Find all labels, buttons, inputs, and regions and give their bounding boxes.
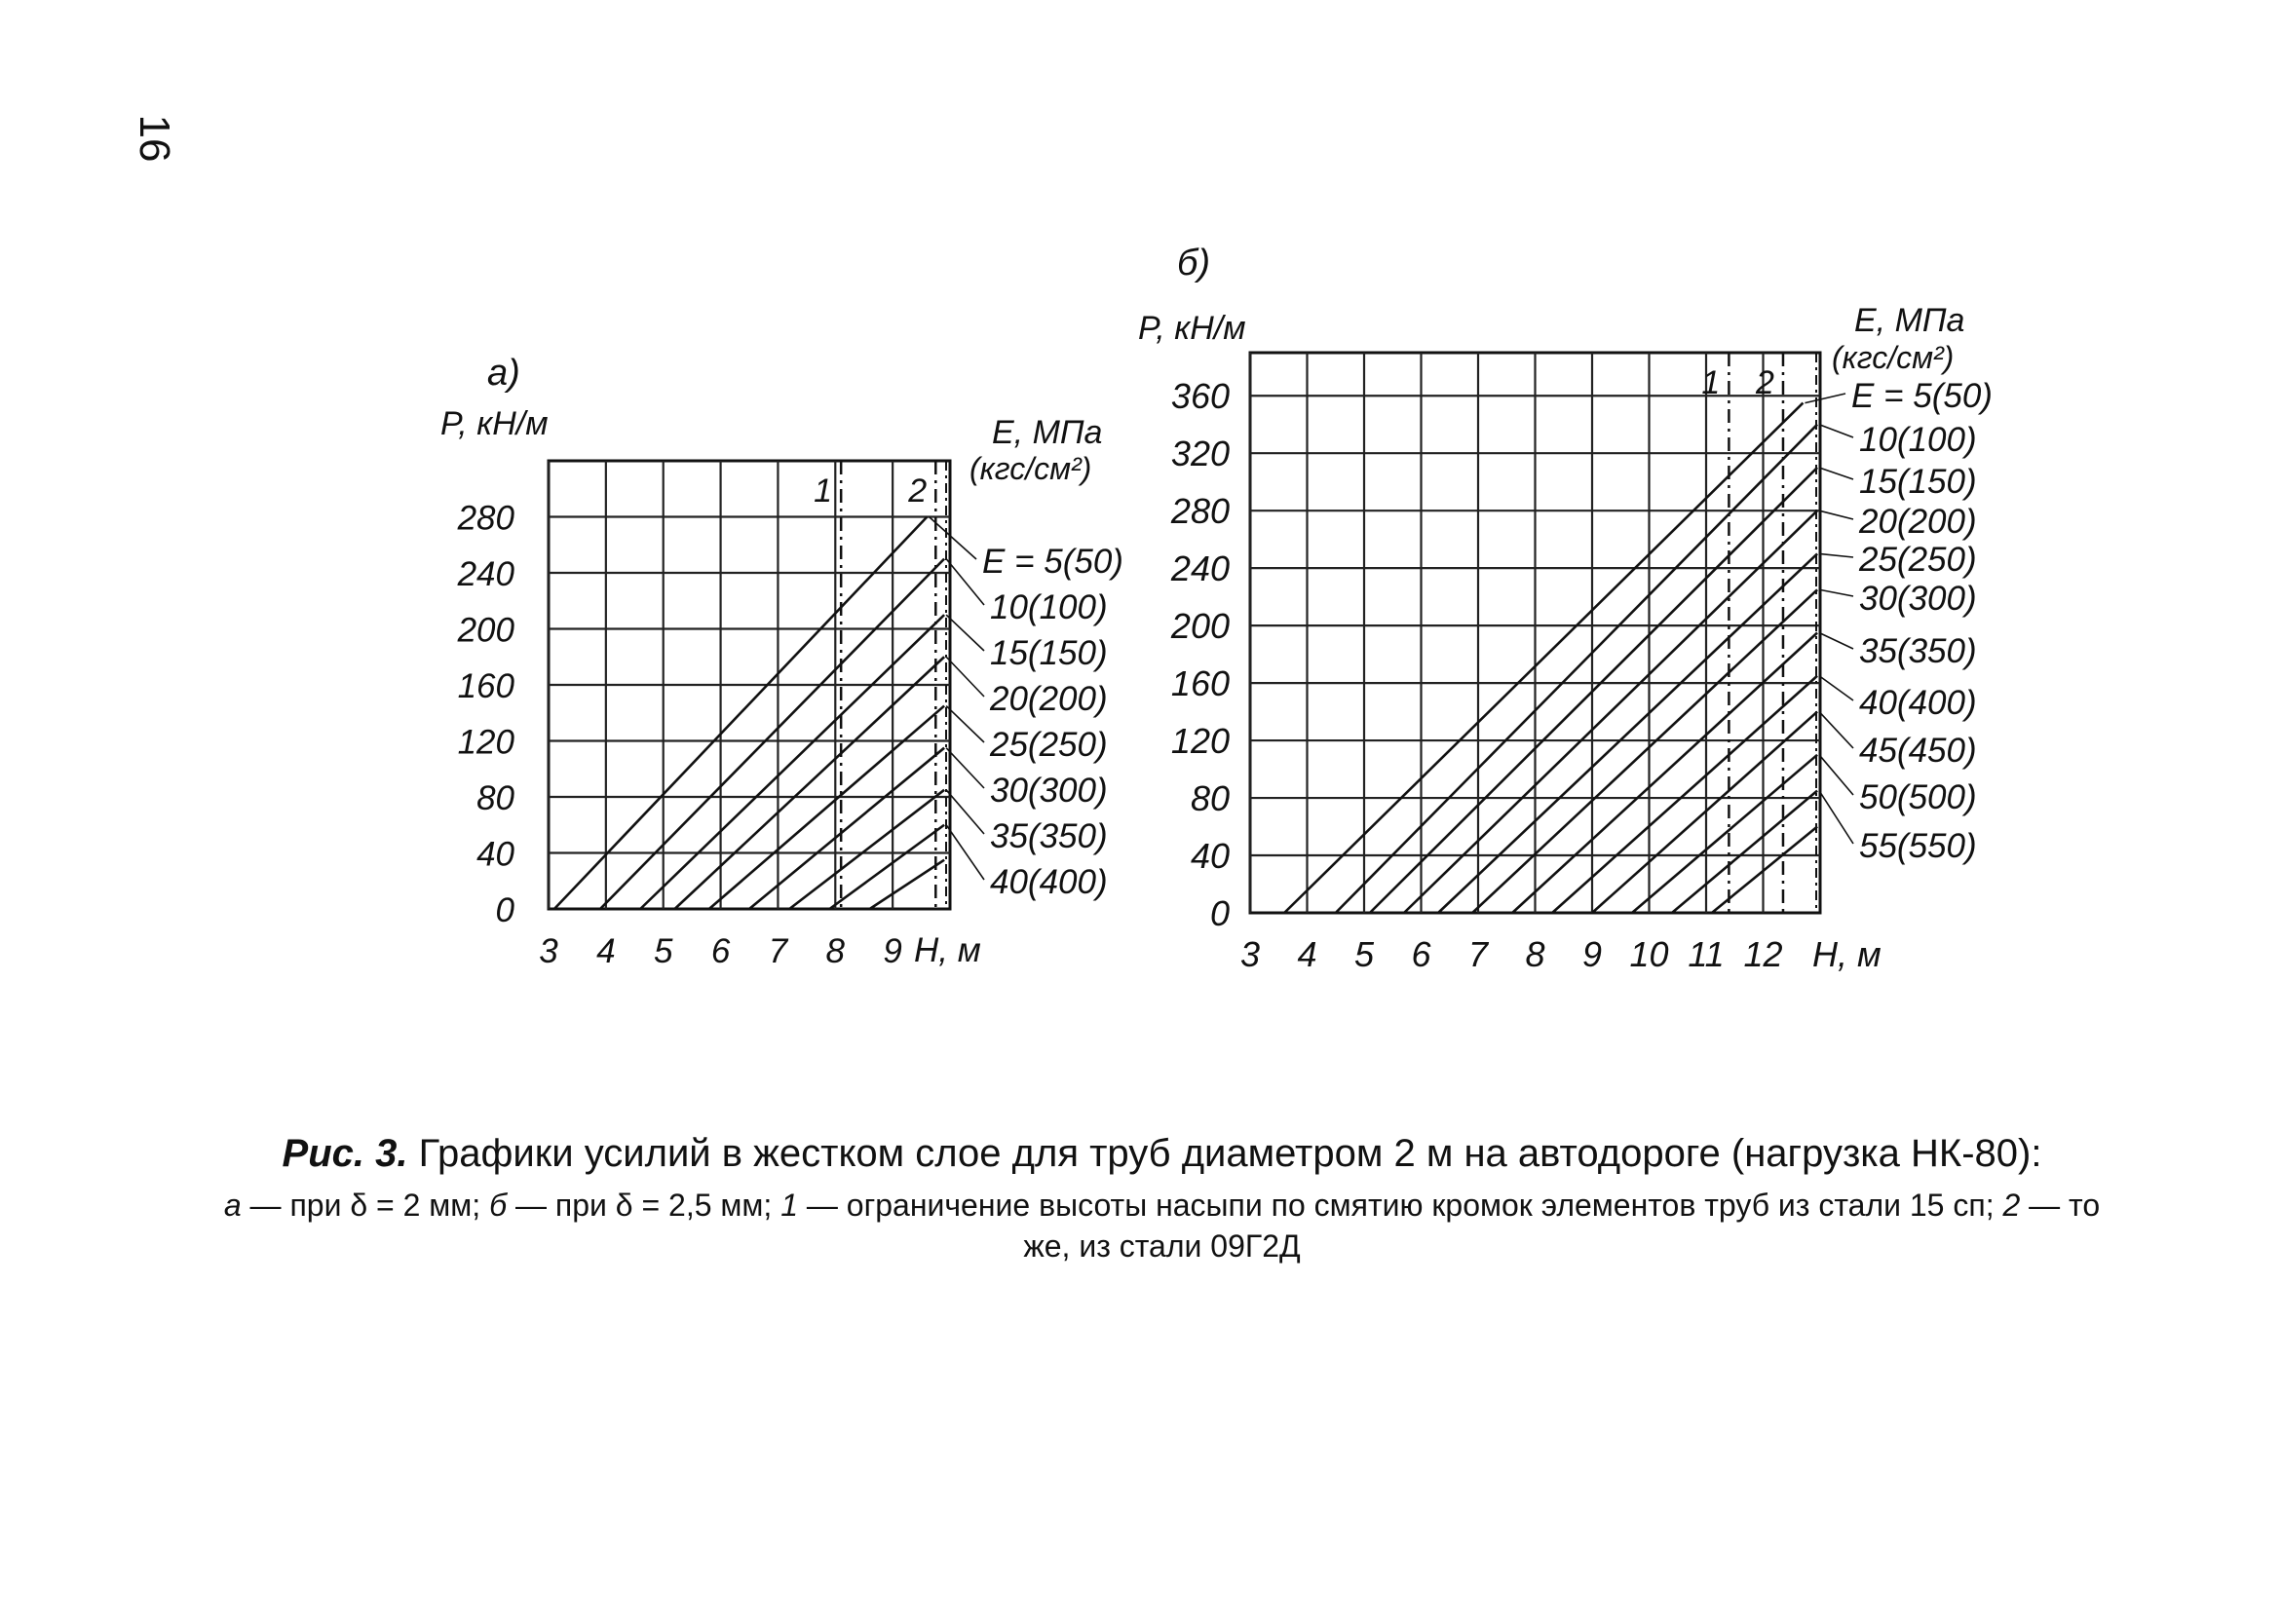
chart-b-series-leader xyxy=(1819,791,1853,844)
chart-b-series-leader xyxy=(1819,510,1853,519)
chart-a-x-axis-label: H, м xyxy=(914,931,981,969)
chart-a-series-leader xyxy=(946,825,984,880)
chart-b-series-label: 55(550) xyxy=(1859,827,1977,865)
chart-b-legend-units: (кгс/см²) xyxy=(1832,340,1955,375)
chart-a-series-label: 15(150) xyxy=(990,634,1108,672)
caption-key-b: б xyxy=(489,1188,508,1223)
chart-b-series-label: 45(450) xyxy=(1859,732,1977,770)
chart-b-series-leader xyxy=(1819,755,1853,795)
chart-b-y-tick-label: 360 xyxy=(1170,376,1230,417)
chart-a-x-tick-label: 3 xyxy=(539,932,558,970)
chart-b-series-label: 40(400) xyxy=(1859,684,1977,722)
caption-text-b: — при δ = 2,5 мм; xyxy=(507,1188,781,1223)
chart-a-x-tick-label: 6 xyxy=(710,932,731,970)
chart-a-x-tick-label: 4 xyxy=(596,932,616,970)
chart-b-y-tick-label: 0 xyxy=(1209,893,1230,933)
chart-a-series-line xyxy=(554,517,928,910)
chart-b-x-tick-label: 12 xyxy=(1743,934,1783,974)
chart-b-x-tick-label: 5 xyxy=(1353,934,1375,974)
chart-a-series-leader xyxy=(946,748,984,788)
chart-a-series-label: 10(100) xyxy=(990,588,1108,626)
chart-b-series-line xyxy=(1336,425,1817,913)
caption-key-2: 2 xyxy=(2002,1188,2021,1223)
chart-b-series-line xyxy=(1712,827,1817,913)
chart-a-series-line xyxy=(870,860,945,909)
chart-b-series-label: 30(300) xyxy=(1859,580,1977,618)
caption-key-a: а xyxy=(223,1188,242,1223)
chart-a-legend-title: E, МПа xyxy=(992,414,1103,451)
chart-b-series-label: 50(500) xyxy=(1859,778,1977,816)
chart-a-series-line xyxy=(789,790,944,909)
chart-b-series-label: E = 5(50) xyxy=(1851,377,1993,415)
chart-b-y-axis-label: P, кН/м xyxy=(1138,310,1246,347)
chart-b-series-leader xyxy=(1819,425,1853,437)
chart-a-y-tick-label: 280 xyxy=(457,499,514,538)
chart-b-x-tick-label: 8 xyxy=(1525,934,1545,974)
chart-a-series-label: 20(200) xyxy=(990,680,1108,718)
chart-b-series-line xyxy=(1404,510,1817,913)
chart-a-limit-label-2: 2 xyxy=(908,472,928,510)
chart-b-y-tick-label: 200 xyxy=(1170,606,1230,647)
chart-a-series-leader xyxy=(946,559,984,605)
chart-b-series-label: 10(100) xyxy=(1859,421,1977,459)
chart-b-x-tick-label: 6 xyxy=(1411,934,1431,974)
chart-a-limit-label-1: 1 xyxy=(814,472,833,510)
chart-a-series-label: 40(400) xyxy=(990,863,1108,901)
caption-text-a: — при δ = 2 мм; xyxy=(241,1188,490,1223)
chart-a-series-label: 25(250) xyxy=(990,726,1108,764)
chart-b-limit-label-2: 2 xyxy=(1755,364,1774,401)
chart-b-y-tick-label: 240 xyxy=(1170,548,1230,589)
chart-b-series-line xyxy=(1672,791,1817,913)
caption-legend xyxy=(219,1185,2105,1266)
chart-a-series-leader xyxy=(946,706,984,742)
chart-b-series-leader xyxy=(1819,712,1853,748)
chart-b-x-tick-label: 7 xyxy=(1467,934,1489,974)
chart-b-y-tick-label: 280 xyxy=(1170,491,1230,532)
chart-b-panel-label: б) xyxy=(1177,243,1211,283)
chart-a-series-label: 35(350) xyxy=(990,817,1108,855)
chart-a-x-tick-label: 5 xyxy=(653,932,673,970)
caption-text-2: — то же, из стали 09Г2Д xyxy=(1023,1188,2101,1264)
chart-b-x-tick-label: 3 xyxy=(1239,934,1261,974)
chart-a-series-label: 30(300) xyxy=(990,772,1108,810)
chart-b-series-label: 15(150) xyxy=(1859,463,1977,501)
chart-b-series-line xyxy=(1512,633,1817,914)
chart-a-y-tick-label: 40 xyxy=(476,835,514,874)
chart-a-y-tick-label: 200 xyxy=(457,611,514,650)
caption-main xyxy=(219,1128,2105,1179)
chart-b-y-tick-label: 40 xyxy=(1190,836,1230,877)
chart-b-series-leader xyxy=(1819,468,1853,479)
caption-key-1: 1 xyxy=(780,1188,798,1223)
chart-b-series-leader xyxy=(1819,633,1853,650)
chart-a-series-label: E = 5(50) xyxy=(982,543,1123,581)
chart-b-series-label: 20(200) xyxy=(1859,503,1977,541)
chart-a-y-tick-label: 160 xyxy=(457,667,514,705)
chart-b-y-tick-label: 160 xyxy=(1170,663,1230,704)
chart-a-panel-label: а) xyxy=(487,353,520,394)
chart-b-series-label: 35(350) xyxy=(1859,632,1977,670)
chart-b-series-line xyxy=(1438,553,1817,913)
chart-b-series-leader xyxy=(1819,553,1853,557)
chart-b-series-label: 25(250) xyxy=(1859,541,1977,579)
chart-a-y-tick-label: 240 xyxy=(457,555,514,593)
figure-caption xyxy=(219,1128,2105,1266)
chart-a-x-tick-label: 7 xyxy=(768,932,788,970)
chart-b-x-tick-label: 10 xyxy=(1629,934,1669,974)
caption-prefix: Рис. 3. xyxy=(282,1132,408,1175)
chart-a-legend-units: (кгс/см²) xyxy=(969,451,1092,486)
chart-a-series-leader xyxy=(946,615,984,651)
caption-text-1: — ограничение высоты насыпи по смятию кромок элементов труб из стали 15 сп; xyxy=(797,1188,2003,1223)
caption-title: Графики усилий в жестком слое для труб диаметром 2 м на автодороге (нагрузка НК-80): xyxy=(418,1132,2042,1175)
chart-a-x-tick-label: 8 xyxy=(825,932,846,970)
chart-b-x-tick-label: 11 xyxy=(1688,934,1725,974)
chart-b-limit-label-1: 1 xyxy=(1701,364,1721,401)
chart-a-x-tick-label: 9 xyxy=(883,932,902,970)
chart-a-y-tick-label: 80 xyxy=(476,779,514,817)
chart-b-series-leader xyxy=(1819,676,1853,700)
chart-a-y-axis-label: P, кН/м xyxy=(440,405,549,442)
chart-b-y-tick-label: 320 xyxy=(1170,434,1230,474)
chart-b-x-tick-label: 4 xyxy=(1297,934,1317,974)
chart-b-y-tick-label: 80 xyxy=(1190,778,1230,819)
chart-b-series-line xyxy=(1284,403,1803,913)
chart-b-x-tick-label: 9 xyxy=(1581,934,1603,974)
chart-b-x-axis-label: H, м xyxy=(1812,934,1882,974)
chart-a-y-tick-label: 0 xyxy=(495,891,514,929)
chart-b-series-leader xyxy=(1819,589,1853,596)
page-number: 16 xyxy=(131,114,178,163)
chart-b-legend-title: E, МПа xyxy=(1854,302,1965,339)
chart-a-series-leader xyxy=(946,657,984,697)
chart-a-series-leader xyxy=(946,790,984,834)
chart-b-y-tick-label: 120 xyxy=(1170,721,1230,762)
chart-a-y-tick-label: 120 xyxy=(457,723,514,762)
